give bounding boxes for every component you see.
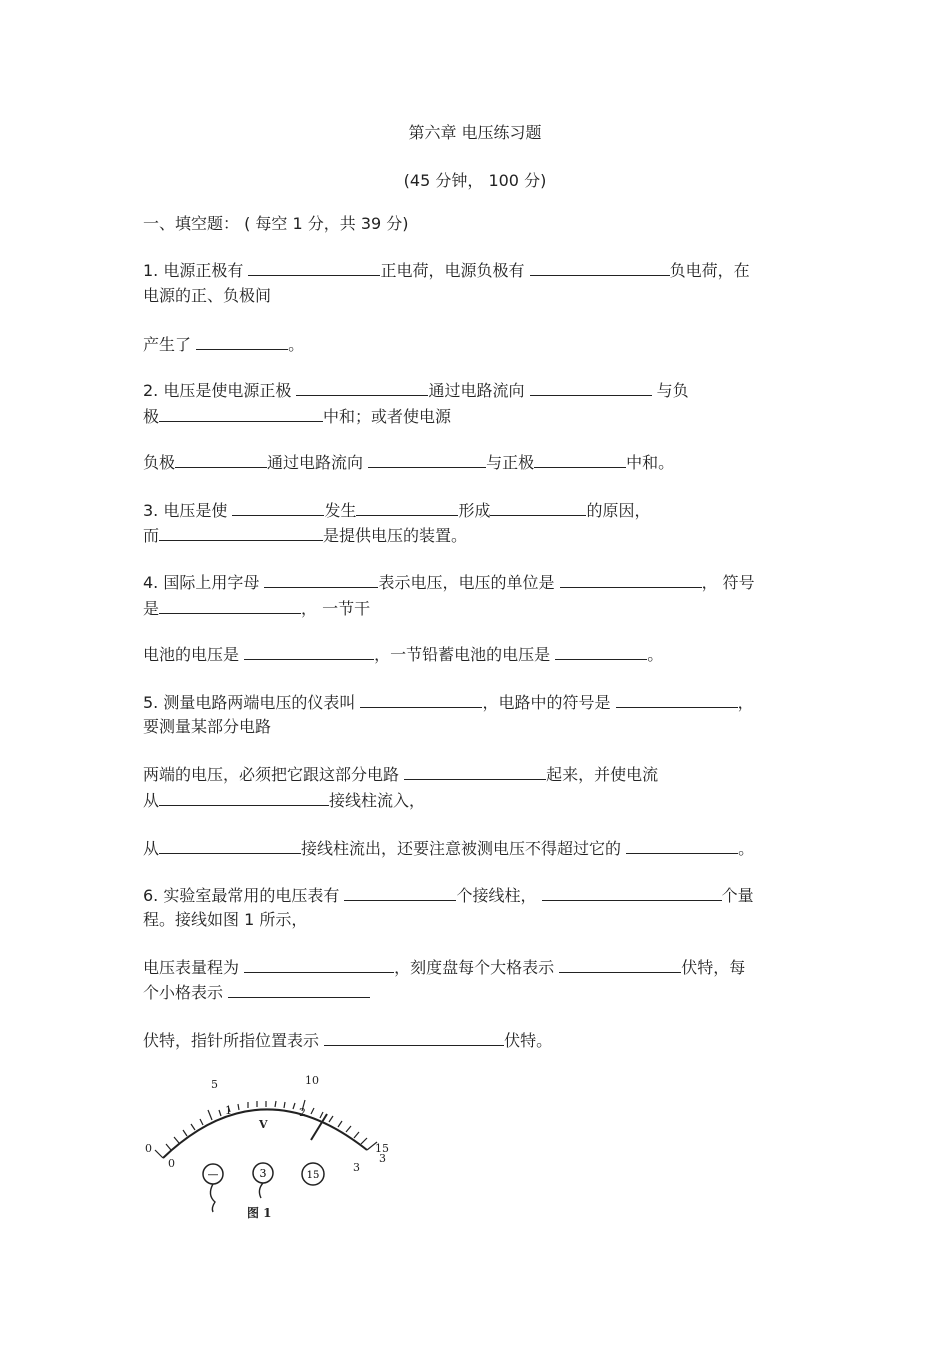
unit-label: V bbox=[259, 1118, 268, 1131]
q4-blank-5 bbox=[555, 642, 647, 660]
q2-text: 极 bbox=[143, 407, 160, 426]
q4-blank-1 bbox=[264, 570, 378, 588]
q6-text: 个小格表示 bbox=[143, 983, 224, 1002]
q5-blank-5 bbox=[159, 836, 301, 854]
q2-text: 通过电路流向 bbox=[428, 381, 525, 400]
q2-blank-5 bbox=[368, 450, 486, 468]
q5-blank-4 bbox=[159, 788, 329, 806]
scale-end-label: 0 bbox=[168, 1157, 175, 1170]
q4-text: ， 符号 bbox=[701, 573, 755, 592]
q3-blank-4 bbox=[159, 523, 323, 541]
q3-text: 是提供电压的装置。 bbox=[323, 526, 468, 545]
q4-text: 电池的电压是 bbox=[143, 645, 240, 664]
q5-text: 从 bbox=[143, 839, 160, 858]
q3-line-2 bbox=[143, 523, 808, 548]
q2-blank-1 bbox=[296, 378, 428, 396]
terminal-minus bbox=[203, 1164, 223, 1212]
q2-text: 与正极 bbox=[486, 453, 535, 472]
scale-bottom-label: 3 bbox=[353, 1161, 360, 1174]
q4-line-2 bbox=[143, 596, 808, 621]
q6-text: 电压表量程为 bbox=[143, 958, 240, 977]
q2-line-3 bbox=[143, 450, 808, 475]
q1-blank-1 bbox=[248, 258, 380, 276]
q4-blank-2 bbox=[560, 570, 702, 588]
q3-text: 的原因， bbox=[586, 501, 651, 520]
q3-blank-1 bbox=[232, 498, 324, 516]
q5-line-5 bbox=[143, 836, 808, 861]
q5-text: 接线柱流入， bbox=[329, 791, 426, 810]
scale-top-label: 5 bbox=[211, 1078, 218, 1091]
q1-text: 产生了 bbox=[143, 335, 192, 354]
scale-end-label: 3 bbox=[379, 1152, 386, 1165]
q6-blank-6 bbox=[324, 1028, 504, 1046]
q4-line-1 bbox=[143, 570, 808, 595]
q5-text: 接线柱流出，还要注意被测电压不得超过它的 bbox=[301, 839, 622, 858]
q6-text: 6. 实验室最常用的电压表有 bbox=[143, 886, 340, 905]
q3-blank-3 bbox=[490, 498, 586, 516]
q1-blank-3 bbox=[196, 332, 288, 350]
scale-bottom-label: 1 bbox=[225, 1104, 232, 1117]
q2-text: 负极 bbox=[143, 453, 176, 472]
q5-blank-6 bbox=[626, 836, 738, 854]
q5-text: ，电路中的符号是 bbox=[482, 693, 611, 712]
q1-text: 负电荷，在 bbox=[669, 261, 750, 280]
q3-text: 3. 电压是使 bbox=[143, 501, 228, 520]
q5-line-1 bbox=[143, 690, 808, 715]
terminal-15 bbox=[302, 1163, 324, 1185]
voltmeter-figure bbox=[135, 1070, 405, 1225]
q4-text: 4. 国际上用字母 bbox=[143, 573, 260, 592]
q3-blank-2 bbox=[356, 498, 458, 516]
q6-text: 个量 bbox=[721, 886, 754, 905]
q6-blank-2 bbox=[542, 883, 722, 901]
q6-text: 个接线柱， bbox=[456, 886, 537, 905]
page-title: 第六章 电压练习题 bbox=[408, 123, 542, 142]
q3-text: 形成 bbox=[458, 501, 491, 520]
q1-line-2: 电源的正、负极间 bbox=[143, 286, 272, 305]
q6-blank-4 bbox=[559, 955, 681, 973]
q4-text: 。 bbox=[647, 645, 664, 664]
q4-line-3 bbox=[143, 642, 808, 667]
q6-text: ，刻度盘每个大格表示 bbox=[394, 958, 555, 977]
page-subtitle: (45 分钟， 100 分) bbox=[403, 171, 547, 190]
q1-line-1 bbox=[143, 258, 808, 283]
dial-arc bbox=[163, 1109, 367, 1158]
q6-line-4 bbox=[143, 980, 808, 1005]
q6-text: 伏特，指针所指位置表示 bbox=[143, 1031, 320, 1050]
scale-end-label: 15 bbox=[375, 1142, 389, 1155]
q6-blank-3 bbox=[244, 955, 394, 973]
scale-end-label: 0 bbox=[145, 1142, 152, 1155]
q4-text: 是 bbox=[143, 599, 160, 618]
q2-blank-3 bbox=[159, 404, 323, 422]
q2-text: 2. 电压是使电源正极 bbox=[143, 381, 292, 400]
q1-text: 。 bbox=[288, 335, 305, 354]
q2-blank-4 bbox=[175, 450, 267, 468]
q6-line-3 bbox=[143, 955, 808, 980]
q1-line-3 bbox=[143, 332, 808, 357]
q2-blank-6 bbox=[534, 450, 626, 468]
q1-blank-2 bbox=[530, 258, 670, 276]
q4-blank-3 bbox=[159, 596, 301, 614]
q4-text: ，一节铅蓄电池的电压是 bbox=[374, 645, 551, 664]
q2-text: 通过电路流向 bbox=[267, 453, 364, 472]
q3-line-1 bbox=[143, 498, 808, 523]
q6-blank-1 bbox=[344, 883, 456, 901]
q5-text: 。 bbox=[738, 839, 755, 858]
scale-top-label: 10 bbox=[305, 1074, 319, 1087]
q6-line-1 bbox=[143, 883, 808, 908]
q6-line-5 bbox=[143, 1028, 808, 1053]
q2-line-2 bbox=[143, 404, 808, 429]
q1-text: 正电荷，电源负极有 bbox=[380, 261, 525, 280]
q5-line-4 bbox=[143, 788, 808, 813]
svg-text:—: — bbox=[207, 1168, 219, 1181]
figure-caption: 图 1 bbox=[247, 1206, 272, 1220]
q5-text: 5. 测量电路两端电压的仪表叫 bbox=[143, 693, 356, 712]
q5-line-3 bbox=[143, 762, 808, 787]
q6-blank-5 bbox=[228, 980, 370, 998]
terminal-3 bbox=[253, 1163, 273, 1198]
q5-text: ， bbox=[737, 693, 754, 712]
q2-line-1 bbox=[143, 378, 808, 403]
q5-text: 从 bbox=[143, 791, 160, 810]
q5-text: 两端的电压，必须把它跟这部分电路 bbox=[143, 765, 400, 784]
q2-text: 中和。 bbox=[626, 453, 675, 472]
q6-text: 伏特。 bbox=[504, 1031, 553, 1050]
q5-blank-3 bbox=[404, 762, 546, 780]
q5-text: 起来，并使电流 bbox=[546, 765, 659, 784]
svg-text:3: 3 bbox=[259, 1167, 267, 1180]
q3-text: 而 bbox=[143, 526, 160, 545]
q4-blank-4 bbox=[244, 642, 374, 660]
q2-text: 中和；或者使电源 bbox=[323, 407, 452, 426]
svg-text:15: 15 bbox=[306, 1170, 320, 1181]
q5-line-2: 要测量某部分电路 bbox=[143, 717, 272, 736]
dial-labels bbox=[145, 1074, 389, 1174]
scale-bottom-label: 2 bbox=[299, 1106, 306, 1119]
q6-line-2: 程。接线如图 1 所示， bbox=[143, 910, 308, 929]
q5-blank-1 bbox=[360, 690, 482, 708]
q2-text: 与负 bbox=[656, 381, 689, 400]
q1-text: 1. 电源正极有 bbox=[143, 261, 244, 280]
q4-text: ， 一节干 bbox=[301, 599, 371, 618]
q2-blank-2 bbox=[530, 378, 652, 396]
q5-blank-2 bbox=[616, 690, 738, 708]
q3-text: 发生 bbox=[324, 501, 357, 520]
q6-text: 伏特，每 bbox=[681, 958, 746, 977]
section-heading: 一、填空题： ( 每空 1 分，共 39 分) bbox=[143, 214, 409, 233]
q4-text: 表示电压，电压的单位是 bbox=[378, 573, 555, 592]
